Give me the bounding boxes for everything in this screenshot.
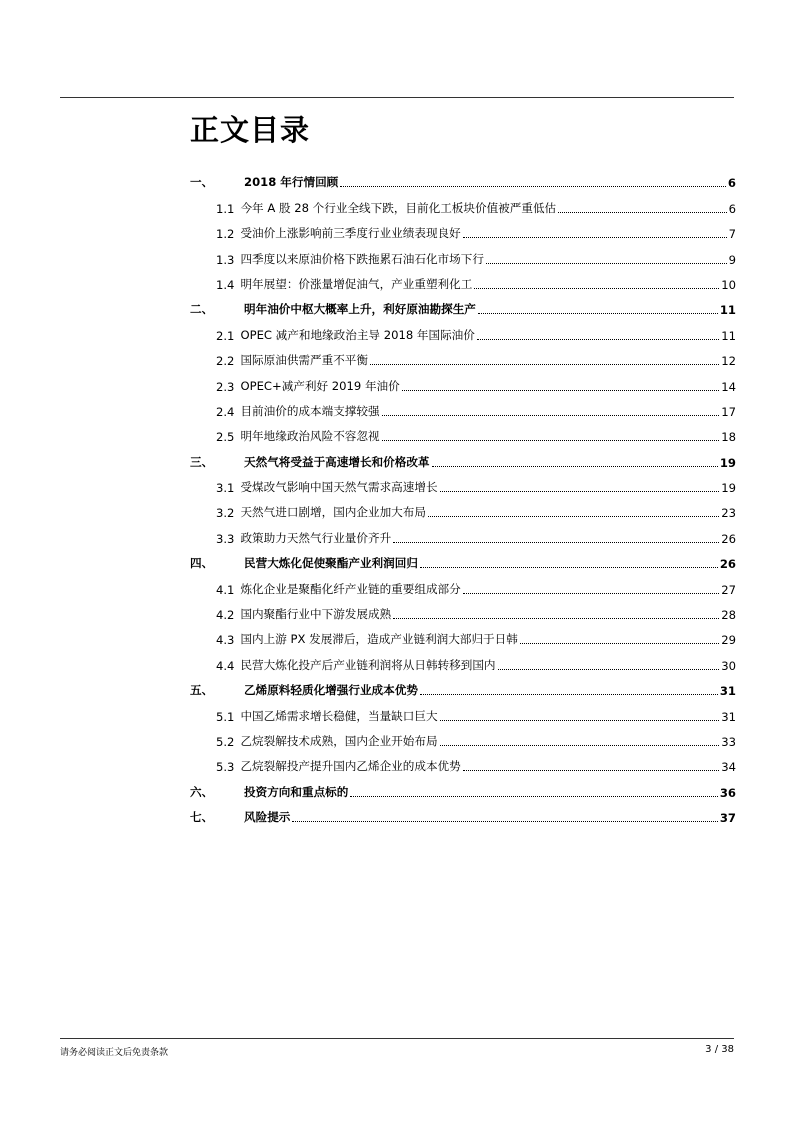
toc-section-entry[interactable] [190, 571, 736, 596]
toc-entry-page: 31 [721, 709, 736, 724]
toc-entry-label: 中国乙烯需求增长稳健，当量缺口巨大 [240, 708, 438, 723]
toc-dot-leader [477, 339, 719, 340]
toc-entry-number: 5.2 [216, 734, 235, 749]
toc-entry-page: 19 [721, 481, 736, 496]
toc-entry-label: 四季度以来原油价格下跌拖累石油石化市场下行 [240, 251, 484, 266]
toc-chapter-entry[interactable] [190, 774, 736, 799]
toc-entry-label: 受油价上涨影响前三季度行业业绩表现良好 [240, 226, 461, 241]
toc-entry-page: 7 [728, 227, 736, 242]
toc-entry-number: 2.2 [216, 354, 235, 369]
toc-dot-leader [440, 720, 720, 721]
toc-entry-number: 3.2 [216, 506, 235, 521]
toc-entry-page: 12 [721, 354, 736, 369]
toc-entry-label: 投资方向和重点标的 [244, 784, 349, 799]
toc-section-entry[interactable] [190, 190, 736, 215]
toc-entry-page: 14 [721, 379, 736, 394]
footer-page-number: 3 / 38 [705, 1044, 734, 1055]
toc-entry-number: 七、 [190, 810, 214, 825]
toc-entry-number: 四、 [190, 556, 214, 571]
toc-entry-label: 今年 A 股 28 个行业全线下跌，目前化工板块价值被严重低估 [240, 200, 557, 215]
toc-dot-leader [520, 643, 719, 644]
toc-dot-leader [463, 593, 719, 594]
page-title: 正文目录 [190, 113, 311, 147]
toc-entry-number: 六、 [190, 784, 214, 799]
toc-entry-number: 3.3 [216, 531, 235, 546]
toc-entry-label: 明年地缘政治风险不容忽视 [240, 429, 380, 444]
toc-dot-leader [486, 263, 727, 264]
toc-dot-leader [382, 415, 720, 416]
toc-entry-label: OPEC+减产利好 2019 年油价 [240, 378, 400, 393]
toc-dot-leader [440, 491, 720, 492]
toc-entry-number: 5.3 [216, 760, 235, 775]
toc-section-entry[interactable] [190, 698, 736, 723]
toc-dot-leader [420, 694, 718, 695]
toc-section-entry[interactable] [190, 317, 736, 342]
toc-entry-page: 36 [719, 785, 736, 800]
toc-entry-number: 二、 [190, 302, 214, 317]
toc-entry-number: 4.1 [216, 582, 235, 597]
toc-entry-label: 乙烯原料轻质化增强行业成本优势 [244, 683, 418, 698]
toc-entry-page: 37 [719, 811, 736, 826]
toc-entry-number: 5.1 [216, 709, 235, 724]
toc-entry-label: 民营大炼化促使聚酯产业利润回归 [244, 556, 418, 571]
toc-entry-label: 国际原油供需严重不平衡 [240, 353, 368, 368]
toc-section-entry[interactable] [190, 622, 736, 647]
toc-entry-label: 政策助力天然气行业量价齐升 [240, 530, 392, 545]
toc-entry-page: 26 [721, 531, 736, 546]
toc-dot-leader [382, 440, 720, 441]
toc-entry-page: 6 [728, 201, 736, 216]
toc-dot-leader [340, 186, 726, 187]
toc-entry-number: 1.3 [216, 252, 235, 267]
toc-dot-leader [463, 237, 727, 238]
toc-chapter-entry[interactable] [190, 444, 736, 469]
toc-dot-leader [393, 618, 719, 619]
toc-entry-number: 4.2 [216, 608, 235, 623]
toc-entry-number: 1.2 [216, 227, 235, 242]
toc-entry-page: 23 [721, 506, 736, 521]
toc-entry-label: 风险提示 [244, 810, 291, 825]
toc-section-entry[interactable] [190, 520, 736, 545]
toc-dot-leader [440, 745, 720, 746]
toc-entry-label: 国内聚酯行业中下游发展成熟 [240, 607, 392, 622]
toc-entry-number: 4.3 [216, 633, 235, 648]
toc-entry-page: 29 [721, 633, 736, 648]
toc-dot-leader [402, 390, 719, 391]
toc-section-entry[interactable] [190, 419, 736, 444]
toc-dot-leader [393, 542, 719, 543]
toc-entry-page: 11 [719, 303, 736, 318]
toc-dot-leader [428, 516, 719, 517]
toc-entry-number: 2.1 [216, 328, 235, 343]
footer-rule [60, 1038, 734, 1039]
toc-entry-label: 2018 年行情回顾 [244, 175, 339, 190]
toc-section-entry[interactable] [190, 470, 736, 495]
toc-entry-label: 明年油价中枢大概率上升，利好原油勘探生产 [244, 302, 476, 317]
toc-entry-label: 炼化企业是聚酯化纤产业链的重要组成部分 [240, 581, 461, 596]
toc-chapter-entry[interactable] [190, 800, 736, 825]
toc-entry-page: 11 [721, 328, 736, 343]
toc-dot-leader [478, 313, 718, 314]
toc-dot-leader [420, 567, 718, 568]
table-of-contents [190, 165, 736, 825]
toc-entry-page: 26 [719, 557, 736, 572]
toc-dot-leader [350, 796, 718, 797]
toc-entry-number: 三、 [190, 454, 214, 469]
toc-dot-leader [558, 212, 726, 213]
toc-dot-leader [432, 466, 718, 467]
toc-section-entry[interactable] [190, 267, 736, 292]
toc-section-entry[interactable] [190, 749, 736, 774]
toc-section-entry[interactable] [190, 495, 736, 520]
toc-entry-label: 民营大炼化投产后产业链利润将从日韩转移到国内 [240, 657, 496, 672]
toc-entry-page: 18 [721, 430, 736, 445]
toc-entry-number: 2.5 [216, 430, 235, 445]
toc-section-entry[interactable] [190, 343, 736, 368]
toc-section-entry[interactable] [190, 216, 736, 241]
toc-entry-number: 3.1 [216, 481, 235, 496]
toc-entry-page: 33 [721, 734, 736, 749]
toc-section-entry[interactable] [190, 241, 736, 266]
toc-entry-label: OPEC 减产和地缘政治主导 2018 年国际油价 [240, 327, 475, 342]
toc-dot-leader [498, 669, 720, 670]
toc-dot-leader [370, 364, 719, 365]
toc-entry-label: 明年展望：价涨量增促油气，产业重塑利化工 [240, 276, 473, 291]
toc-chapter-entry[interactable] [190, 546, 736, 571]
toc-entry-page: 30 [721, 658, 736, 673]
toc-section-entry[interactable] [190, 368, 736, 393]
toc-chapter-entry[interactable] [190, 292, 736, 317]
toc-dot-leader [463, 770, 719, 771]
toc-section-entry[interactable] [190, 597, 736, 622]
toc-entry-page: 10 [721, 277, 736, 292]
toc-entry-page: 28 [721, 608, 736, 623]
toc-entry-page: 34 [721, 760, 736, 775]
footer-disclaimer: 请务必阅读正文后免责条款 [60, 1048, 169, 1058]
toc-entry-label: 乙烷裂解投产提升国内乙烯企业的成本优势 [240, 759, 461, 774]
toc-chapter-entry[interactable] [190, 165, 736, 190]
toc-entry-number: 1.1 [216, 201, 235, 216]
toc-entry-page: 27 [721, 582, 736, 597]
toc-entry-page: 19 [719, 455, 736, 470]
toc-entry-label: 目前油价的成本端支撑较强 [240, 403, 380, 418]
toc-entry-label: 国内上游 PX 发展滞后，造成产业链利润大部归于日韩 [240, 632, 518, 647]
toc-chapter-entry[interactable] [190, 673, 736, 698]
toc-dot-leader [474, 288, 719, 289]
toc-entry-label: 乙烷裂解技术成熟，国内企业开始布局 [240, 733, 438, 748]
toc-section-entry[interactable] [190, 394, 736, 419]
toc-section-entry[interactable] [190, 724, 736, 749]
toc-entry-page: 6 [727, 176, 736, 191]
toc-entry-label: 天然气进口剧增，国内企业加大布局 [240, 505, 426, 520]
toc-entry-number: 2.4 [216, 404, 235, 419]
toc-entry-label: 天然气将受益于高速增长和价格改革 [244, 454, 430, 469]
toc-entry-page: 9 [728, 252, 736, 267]
toc-entry-number: 1.4 [216, 277, 235, 292]
toc-section-entry[interactable] [190, 647, 736, 672]
toc-entry-number: 五、 [190, 683, 214, 698]
header-rule [60, 97, 734, 98]
toc-entry-page: 17 [721, 404, 736, 419]
toc-entry-page: 31 [719, 684, 736, 699]
toc-entry-number: 一、 [190, 175, 214, 190]
toc-entry-number: 4.4 [216, 658, 235, 673]
toc-dot-leader [292, 821, 717, 822]
toc-entry-label: 受煤改气影响中国天然气需求高速增长 [240, 480, 438, 495]
toc-entry-number: 2.3 [216, 379, 235, 394]
